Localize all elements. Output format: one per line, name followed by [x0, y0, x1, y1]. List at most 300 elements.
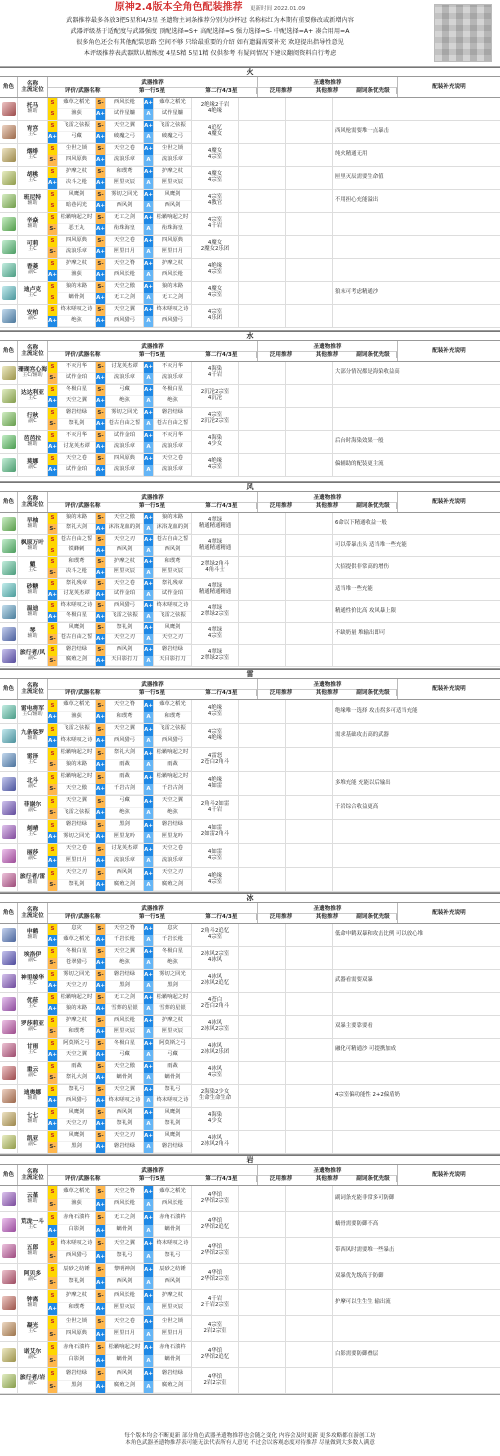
character-name: 砂糖: [26, 583, 39, 590]
character-name: 烟绯: [26, 149, 39, 156]
artifact-set: 4追忆: [207, 125, 223, 132]
artifact-other-cell: [239, 513, 286, 534]
col-weapons-label: 武器推荐: [141, 681, 164, 688]
character-row[interactable]: [0, 601, 500, 623]
grade-badge: A+: [144, 579, 153, 590]
col-name-header: [18, 903, 48, 923]
col-artifacts-label: 圣遗物推荐: [313, 79, 342, 86]
weapon-name: 渔获: [58, 1199, 95, 1212]
weapon-name: 磐岩结绿: [106, 1142, 143, 1153]
weapon-name: 匣里灭辰: [154, 568, 191, 579]
weapon-name: 黑剑: [154, 981, 191, 992]
section-title: 冰: [0, 893, 500, 903]
weapon-name: 匣里灭辰: [106, 178, 143, 189]
weapon-name: 磐岩结绿: [154, 1142, 191, 1153]
weapon-5star-cell: [58, 1342, 96, 1367]
avatar-cell: [0, 924, 18, 946]
grade-badge: A: [144, 1050, 153, 1061]
grade-badge: S: [48, 1131, 57, 1142]
grade-badge: S-: [48, 808, 57, 820]
grade-cell-3: [144, 454, 154, 476]
name-cell: [18, 362, 48, 384]
character-name: 神里绫华: [20, 975, 45, 982]
grade-badge: S-: [96, 1062, 105, 1073]
grade-badge: S: [48, 700, 57, 712]
grade-badge: A+: [96, 981, 105, 992]
character-row[interactable]: [0, 213, 500, 236]
weapon-name: 尘世之锁: [154, 1316, 191, 1329]
character-row[interactable]: [0, 167, 500, 190]
weapon-name: 祭礼剑: [58, 1277, 95, 1290]
character-name: 埃洛伊: [23, 952, 42, 959]
grade-cell-2: [96, 1368, 106, 1393]
weapon-name: 飞雷之弦振: [58, 808, 95, 820]
character-row[interactable]: [0, 431, 500, 454]
name-cell: [18, 1062, 48, 1084]
artifact-cell: [192, 1290, 239, 1315]
grade-badge: A: [144, 1199, 153, 1212]
weapon-name: 匣里灭辰: [106, 568, 143, 579]
weap-sub-0: 评价/武器名称: [64, 914, 101, 920]
character-row[interactable]: [0, 970, 500, 993]
weapon-name: 风鹰剑: [58, 190, 95, 201]
grade-cell-3: [144, 1131, 154, 1153]
artifact-set: 4魔女: [207, 171, 223, 178]
name-cell: [18, 1290, 48, 1315]
weapon-name: 螭骨剑: [154, 1355, 191, 1368]
artifact-set: 2岩2宗室: [203, 1327, 227, 1334]
character-name: 九条裟罗: [20, 729, 45, 736]
weapon-name: 四风原典: [106, 454, 143, 465]
character-row[interactable]: [0, 236, 500, 259]
character-row[interactable]: [0, 1062, 500, 1085]
art-sub-1: 其他推荐: [315, 503, 339, 509]
character-row[interactable]: [0, 796, 500, 820]
grade-badge: A: [144, 935, 153, 946]
character-row[interactable]: [0, 1368, 500, 1394]
character-row[interactable]: [0, 645, 500, 667]
character-name: 七七: [26, 1113, 39, 1120]
grade-cell: [48, 1131, 58, 1153]
grade-badge: S-: [48, 247, 57, 258]
grade-badge: A: [144, 270, 153, 281]
grade-cell-2: [96, 167, 106, 189]
artifact-cell: [192, 1316, 239, 1341]
grade-badge: A+: [144, 970, 153, 981]
character-row[interactable]: [0, 844, 500, 868]
name-cell: [18, 924, 48, 946]
character-name: 行秋: [26, 413, 39, 420]
grade-badge: A+: [96, 832, 105, 844]
artifact-other-cell: [239, 98, 286, 120]
avatar-cell: [0, 623, 18, 644]
character-row[interactable]: [0, 1039, 500, 1062]
character-row[interactable]: [0, 535, 500, 557]
grade-cell-2: [96, 868, 106, 891]
grade-badge: S-: [48, 634, 57, 645]
character-row[interactable]: [0, 748, 500, 772]
grade-badge: S-: [96, 535, 105, 546]
weapon-name: 试作金珀: [106, 590, 143, 601]
weapon-name: 冬极白星: [154, 385, 191, 396]
grade-badge: A: [144, 1329, 153, 1342]
name-cell: [18, 385, 48, 407]
artifact-other-cell: [239, 362, 286, 384]
artifact-other-cell: [239, 1131, 286, 1153]
artifact-set: 2翠绿2宗室: [200, 654, 230, 661]
substat-cell: [286, 557, 333, 578]
weapon-name: 祭礼剑: [154, 1119, 191, 1130]
weapon-name: 四风原典: [154, 236, 191, 247]
note-cell: 融化可精通沙 可提携加成: [335, 1046, 397, 1053]
grade-badge: S: [48, 1342, 57, 1355]
grade-badge: S: [48, 993, 57, 1004]
character-row[interactable]: [0, 513, 500, 535]
artifact-set: 4绝缘: [207, 458, 223, 465]
grade-badge: A+: [96, 247, 105, 258]
art-sub-2: 副词条优先级: [356, 914, 390, 920]
weapon-name: 天空之刃: [58, 1119, 95, 1130]
grade-cell-2: [96, 924, 106, 946]
grade-badge: A+: [96, 293, 105, 304]
col-artifacts-label: 圣遗物推荐: [313, 343, 342, 350]
character-role: 辅助: [27, 878, 38, 885]
weapon-name: 讨龙英杰谭: [106, 844, 143, 856]
grade-badge: A+: [96, 1050, 105, 1061]
name-cell: [18, 1264, 48, 1289]
character-role: 主C: [28, 1327, 37, 1334]
character-row[interactable]: [0, 623, 500, 645]
character-row[interactable]: [0, 579, 500, 601]
character-row[interactable]: [0, 1238, 500, 1264]
weapon-name: 飞雷之弦振: [58, 724, 95, 736]
artifact-set: 4少女: [207, 441, 223, 447]
weapon-extra-cell: [154, 1316, 192, 1341]
weapon-4star-cell: [106, 868, 144, 891]
weapon-name: 终末嗟叹之诗: [154, 601, 191, 612]
character-row[interactable]: [0, 190, 500, 213]
weapon-name: 天空之傲: [106, 282, 143, 293]
weapon-name: 薙草之稻光: [154, 700, 191, 712]
artifact-other-cell: [239, 144, 286, 166]
col-weapons-header: [48, 679, 258, 699]
weapon-name: 匣里日月: [106, 1329, 143, 1342]
grade-badge: A+: [48, 316, 57, 327]
artifact-cell: [192, 1039, 239, 1061]
name-cell: [18, 535, 48, 556]
character-row[interactable]: [0, 700, 500, 724]
artifact-cell: [192, 121, 239, 143]
weapon-name: 天空之翼: [58, 1050, 95, 1061]
artifact-other-cell: [239, 868, 286, 891]
grade-badge: A: [144, 1119, 153, 1130]
weapon-name: 赤角石溃杵: [58, 1212, 95, 1225]
character-name: 甘雨: [26, 1044, 39, 1051]
weapon-extra-cell: [154, 144, 192, 166]
name-cell: [18, 1186, 48, 1211]
artifact-set: 4翠绿: [207, 626, 223, 633]
weapon-name: 腐殖之剑: [154, 1381, 191, 1394]
grade-badge: S: [48, 144, 57, 155]
character-avatar-icon: [2, 873, 16, 887]
artifact-other-cell: [239, 970, 286, 992]
name-cell: [18, 454, 48, 476]
col-artifacts-label: 圣遗物推荐: [313, 905, 342, 912]
note-cell: 可以带暴击头 适当堆一些充能: [335, 541, 407, 548]
character-name: 莫娜: [26, 459, 39, 466]
artifact-set: 4宗室: [207, 1072, 223, 1078]
name-cell: [18, 993, 48, 1015]
character-name: 荒泷一斗: [20, 1218, 45, 1225]
artifact-cell: [192, 213, 239, 235]
grade-cell: [48, 535, 58, 556]
character-name: 班尼特: [23, 195, 42, 202]
character-avatar-icon: [2, 194, 16, 208]
name-cell: [18, 868, 48, 891]
character-row[interactable]: [0, 1186, 500, 1212]
weapon-4star-cell: [106, 513, 144, 534]
weapon-extra-cell: [154, 1238, 192, 1263]
character-row[interactable]: [0, 1108, 500, 1131]
character-row[interactable]: [0, 305, 500, 328]
weapon-name: 破魔之弓: [106, 132, 143, 143]
character-row[interactable]: [0, 993, 500, 1016]
grade-cell: [48, 645, 58, 666]
weapon-name: 无工之剑: [106, 213, 143, 224]
grade-badge: A+: [96, 590, 105, 601]
character-row[interactable]: [0, 1264, 500, 1290]
avatar-cell: [0, 1264, 18, 1289]
avatar-cell: [0, 121, 18, 143]
artifact-set: 4华馆: [207, 1269, 223, 1276]
weapon-name: 天空之翼: [106, 121, 143, 132]
grade-badge: A: [144, 1225, 153, 1238]
character-row[interactable]: [0, 1342, 500, 1368]
artifact-set: 4翠绿: [207, 516, 223, 523]
note-cell: 大部分情况都是海染收益高: [335, 369, 400, 376]
artifact-set: 4宗室: [207, 854, 223, 861]
artifact-set: 4华馆: [207, 1217, 223, 1224]
weapon-name: 流浪乐章: [154, 856, 191, 868]
character-role: 主C: [28, 131, 37, 138]
weapon-name: 匣里日月: [58, 856, 95, 868]
character-row[interactable]: [0, 1016, 500, 1039]
character-row[interactable]: [0, 1131, 500, 1154]
col-icon-header: 角色: [0, 492, 18, 512]
weapon-name: 西风剑: [106, 645, 143, 656]
character-row[interactable]: [0, 408, 500, 431]
grade-badge: A: [144, 958, 153, 969]
grade-badge: A+: [144, 1264, 153, 1277]
grade-badge: S-: [96, 601, 105, 612]
grade-badge: S-: [96, 820, 105, 832]
grade-cell-2: [96, 748, 106, 771]
artifact-set: 4宗室: [207, 412, 223, 419]
section-1: [0, 331, 500, 482]
artifact-set: 4海染: [207, 435, 223, 442]
character-row[interactable]: [0, 98, 500, 121]
character-role: 主C: [28, 292, 37, 299]
artifact-set: 4魔女: [207, 240, 223, 247]
grade-badge: A: [144, 442, 153, 453]
grade-badge: S-: [96, 724, 105, 736]
note-cell: [333, 259, 500, 281]
character-row[interactable]: [0, 121, 500, 144]
weapon-name: 试作星镰: [106, 109, 143, 120]
weapon-name: 千岩古剑: [106, 784, 143, 796]
character-row[interactable]: [0, 259, 500, 282]
grade-badge: A: [144, 1277, 153, 1290]
substat-cell: [286, 993, 333, 1015]
col-role-label: 主流定位: [21, 87, 44, 93]
weapon-name: 沐浴龙血的剑: [106, 524, 143, 535]
substat-cell: [286, 98, 333, 120]
col-artifacts-header: [258, 1165, 398, 1185]
character-row[interactable]: [0, 868, 500, 892]
character-row[interactable]: [0, 1290, 500, 1316]
col-weapons-sub: [48, 689, 257, 696]
grade-badge: S: [48, 293, 57, 304]
character-row[interactable]: [0, 820, 500, 844]
grade-badge: S-: [96, 993, 105, 1004]
weapon-name: 绝弦: [106, 958, 143, 969]
character-row[interactable]: [0, 924, 500, 947]
grade-badge: S: [48, 362, 57, 373]
artifact-cell: [192, 645, 239, 666]
weapon-4star-cell: [106, 993, 144, 1015]
weapon-name: 流浪乐章: [154, 465, 191, 476]
grade-badge: A+: [96, 1119, 105, 1130]
artifact-set: 2冰风2追忆: [200, 980, 230, 986]
artifact-set: 4如雷: [207, 824, 223, 831]
substat-cell: [286, 1316, 333, 1341]
section-title: 雷: [0, 669, 500, 679]
grade-badge: S: [48, 748, 57, 760]
weapon-name: 天空之翼: [106, 947, 143, 958]
artifact-set: 4宗室: [207, 177, 223, 183]
character-row[interactable]: [0, 282, 500, 305]
substat-cell: [286, 259, 333, 281]
weapon-4star-cell: [106, 579, 144, 600]
character-row[interactable]: [0, 1085, 500, 1108]
avatar-cell: [0, 820, 18, 843]
name-cell: [18, 820, 48, 843]
character-row[interactable]: [0, 362, 500, 385]
name-cell: [18, 601, 48, 622]
weapon-name: 西风长枪: [106, 1199, 143, 1212]
grade-cell: [48, 623, 58, 644]
character-row[interactable]: [0, 947, 500, 970]
substat-cell: [286, 1212, 333, 1237]
grade-cell: [48, 305, 58, 327]
col-art-sub: [258, 351, 397, 358]
grade-badge: A+: [144, 1108, 153, 1119]
character-avatar-icon: [2, 286, 16, 300]
character-role: 辅助: [27, 522, 38, 529]
character-avatar-icon: [2, 435, 16, 449]
character-name: 早柚: [26, 517, 39, 524]
grade-badge: A+: [144, 282, 153, 293]
character-row[interactable]: [0, 454, 500, 477]
artifact-cell: [192, 924, 239, 946]
artifact-set: 4绝缘: [207, 872, 223, 879]
artifact-other-cell: [239, 924, 286, 946]
avatar-cell: [0, 1368, 18, 1393]
weap-sub-1: 第一行5星: [138, 1176, 166, 1182]
artifact-other-cell: [239, 645, 286, 666]
character-row[interactable]: [0, 772, 500, 796]
artifact-other-cell: [239, 1290, 286, 1315]
grade-cell-2: [96, 1186, 106, 1211]
artifact-set: 生命生命生命: [198, 1095, 232, 1101]
grade-cell-2: [96, 213, 106, 235]
grade-badge: S-: [48, 1277, 57, 1290]
weapon-name: 弓藏: [106, 385, 143, 396]
weapon-name: 飞雷之弦振: [154, 724, 191, 736]
weapon-5star-cell: [58, 1085, 96, 1107]
sections-container: [0, 67, 500, 1395]
character-avatar-icon: [2, 705, 16, 719]
col-name-label: 名称: [26, 906, 39, 913]
weapon-name: 弓藏: [106, 1050, 143, 1061]
weapon-name: 苍古自由之誓: [154, 419, 191, 430]
weapon-name: 匣里龙吟: [106, 832, 143, 844]
character-row[interactable]: [0, 1316, 500, 1342]
weapon-4star-cell: [106, 535, 144, 556]
character-role: 副C: [28, 418, 37, 425]
name-cell: [18, 1039, 48, 1061]
weapon-name: 风鹰剑: [58, 1131, 95, 1142]
character-name: 刻晴: [26, 825, 39, 832]
character-role: 主C: [28, 1049, 37, 1056]
grade-badge: S: [48, 282, 57, 293]
character-row[interactable]: [0, 1212, 500, 1238]
artifact-other-cell: [239, 454, 286, 476]
weapon-extra-cell: [154, 748, 192, 771]
grade-badge: A: [144, 373, 153, 384]
weapon-name: 雪葬的星银: [154, 1004, 191, 1015]
artifact-set: 4冰风: [207, 1043, 223, 1050]
character-row[interactable]: [0, 385, 500, 408]
grade-badge: A+: [144, 1290, 153, 1303]
section-title: 火: [0, 67, 500, 77]
weapon-name: 天空之卷: [58, 454, 95, 465]
artifact-set: 4绝缘: [207, 108, 223, 114]
grade-cell-2: [96, 820, 106, 843]
name-cell: [18, 700, 48, 723]
character-row[interactable]: [0, 144, 500, 167]
character-role: 主C: [28, 830, 37, 837]
grade-badge: A+: [96, 1073, 105, 1084]
weapon-name: 天空之卷: [106, 579, 143, 590]
artifact-set: 4宗室: [207, 878, 223, 885]
weapon-5star-cell: [58, 970, 96, 992]
character-row[interactable]: [0, 557, 500, 579]
weapon-4star-cell: [106, 362, 144, 384]
character-role: 主C: [28, 566, 37, 573]
grade-badge: A+: [144, 1131, 153, 1142]
note-cell: 不用担心充能溢出: [335, 197, 379, 204]
weapon-4star-cell: [106, 144, 144, 166]
grade-cell-3: [144, 144, 154, 166]
grade-badge: A: [144, 656, 153, 667]
col-weapons-label: 武器推荐: [141, 494, 164, 501]
character-row[interactable]: [0, 724, 500, 748]
weapon-name: 天空之卷: [154, 844, 191, 856]
weapon-4star-cell: [106, 1131, 144, 1153]
character-role: 辅助: [27, 1301, 38, 1308]
avatar-cell: [0, 144, 18, 166]
